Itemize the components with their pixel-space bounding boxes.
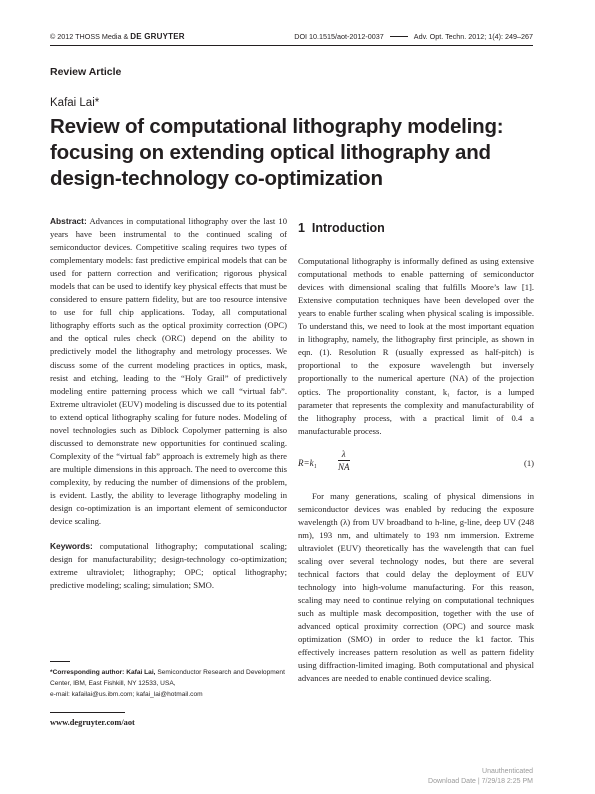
journal-url[interactable]: www.degruyter.com/aot (50, 718, 135, 727)
download-stamp (428, 767, 533, 787)
keywords-label: Keywords: (50, 541, 93, 552)
publisher-logo: DE GRUYTER (130, 32, 185, 41)
keywords (50, 540, 287, 592)
section-title: Introduction (311, 221, 385, 235)
journal-citation: Adv. Opt. Techn. 2012; 1(4): 249–267 (413, 32, 533, 41)
doi[interactable]: DOI 10.1515/aot-2012-0037 (294, 32, 384, 41)
abstract-label: Abstract: (50, 216, 87, 226)
intro-paragraph-1: Computational lithography is informally defined as using extensive computational methods to enable patterning of semiconductor devices with dimensional scaling that fulfills Moore’s law [1]. Extensive computation techniques have been developed over the years to enable further scaling when physical scaling is impossible. To understand this, we need to look at the most important equation in lithography, namely, the lithography first principle, as shown in eqn. (1). Resolution R (usually expressed as half-pitch) is proportional to the exposure wavelength but inversely proportionally to the numerical aperture (NA) of the projection optics. The proportionality constant, k₁ factor, is a lumped parameter that represents the complexity and manufacturability of the lithography process, with a practical limit of 0.4 a manufacturable process. (298, 256, 534, 436)
equation-number: (1) (523, 457, 534, 468)
abstract (50, 215, 287, 528)
left-column (50, 215, 287, 592)
equation-1 (298, 448, 534, 482)
footnote-email[interactable]: e-mail: kafailai@us.ibm.com; kafai_lai@hotmail.com (50, 691, 203, 698)
download-date: Download Date | 7/29/18 2:25 PM (428, 778, 533, 785)
intro-paragraph-2: For many generations, scaling of physical dimensions in semiconductor devices was enabled by reducing the exposure wavelength (λ) from UV broadband to h-line, g-line, deep UV (248 nm), 193 nm, and ultimately to 193 nm immersion. Extreme ultraviolet (EUV) theoretically has the wavelength that can fuel scaling over several technology nodes, but there are several technical factors that could delay the deployment of EUV technology into high-volume manufacturing. For this reason, scaling may need to continue relying on computational techniques such as multiple mask decomposition, together with the use of advanced optical proximity correction (OPC) and source mask optimization (SMO) in order to reduce the k1 factor. This effectively increases pattern resolution as well as pattern fidelity using diffraction-limited imaging. Both computational and physical advances are needed to enable continued device scaling. (298, 490, 534, 684)
abstract-text: Advances in computational lithography over the last 10 years have been instrumental to the continued scaling of semiconductor devices. Competitive scaling requires two types of complementary models: fast predictive empirical models that can be used for pattern correction and verification; rigorous physical models that can be used to identify key physical effects that must be considered to ensure pattern fidelity, but are too resource intensive to use for full chip applications. Today, all computational lithography efforts such as the optical proximity correction (OPC) and the optical rules check (ORC) depend on the ability to predictively model the lithography and metrology processes. We discuss some of the current modeling practices in optics, mask, resist and etching, leading to the “Holy Grail” of predictively modeling entire patterning process which we call “virtual fab”. Extreme ultraviolet (EUV) modeling is discussed due to its potential to extend optical lithography scaling for future nodes. Modeling of novel technologies such as Diblock Copolymer patterning is also discussed to demonstrate new opportunities for continued scaling. Complexity of the “virtual fab” approach is extremely high as there are multiple dimensions in this approach. The need to overcome this complexity, by reducing the number of dimensions of the problem, is evident. Lastly, the ability to leverage lithography modeling in design co-optimization is an important element of semiconductor device scaling. (50, 216, 288, 527)
equation-fraction (338, 448, 350, 473)
header-citation (294, 32, 533, 41)
header-copyright (50, 32, 185, 41)
keywords-text: computational lithography; computational scaling; design for manufacturability; design-technology co-optimization; extreme ultraviolet; lithography; OPC; optical lithography; predictive modeling; scaling; simulation; SMO. (50, 541, 287, 591)
article-type: Review Article (50, 66, 122, 78)
corresponding-author-footnote (50, 667, 290, 700)
equation-denominator: NA (338, 461, 350, 472)
article-title: Review of computational lithography modeling: focusing on extending optical lithography and design-technology co-optimization (50, 115, 504, 190)
author-name: Kafai Lai* (50, 97, 100, 109)
footnote-affiliation: Semiconductor Research and Development Center, IBM, East Fishkill, NY 12533, USA, (50, 669, 285, 687)
footnote-rule (50, 661, 70, 662)
header-rule (50, 45, 533, 46)
download-status: Unauthenticated (482, 768, 533, 775)
section-number: 1 (298, 221, 305, 235)
equation-lhs: R=k₁ (298, 457, 317, 468)
header-dash (390, 36, 408, 37)
right-column (298, 215, 534, 685)
equation-numerator: λ (338, 448, 350, 461)
footnote-label: *Corresponding author: Kafai Lai, (50, 669, 156, 676)
copyright-text: © 2012 THOSS Media & (50, 32, 129, 41)
section-heading (298, 222, 534, 235)
url-rule (50, 712, 125, 713)
running-header (50, 32, 533, 44)
